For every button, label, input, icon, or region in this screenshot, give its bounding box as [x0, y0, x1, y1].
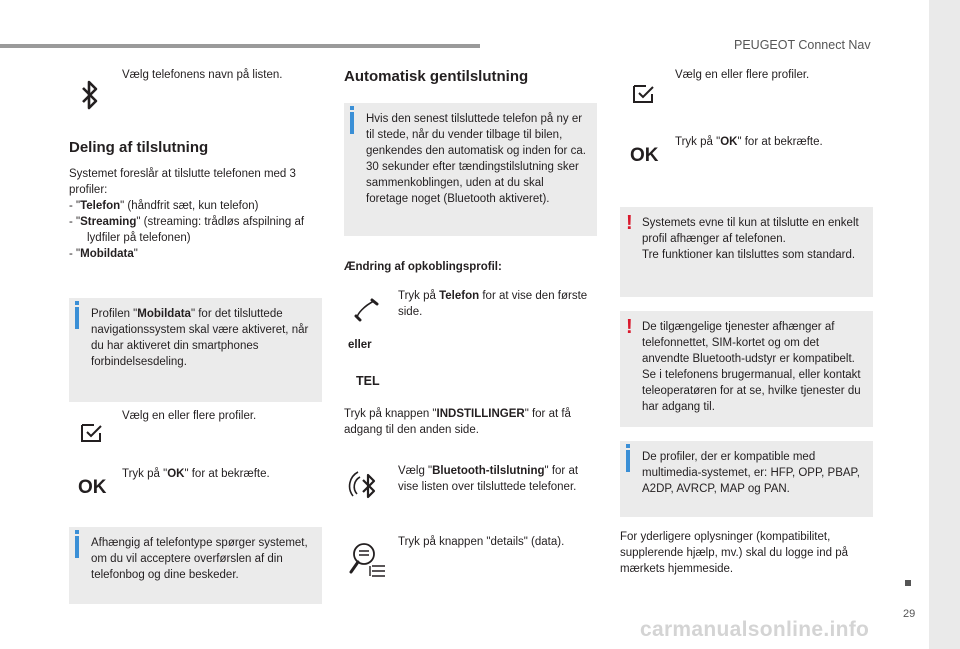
ok-button-icon: OK: [78, 477, 107, 498]
info-box-phonebook: [69, 527, 322, 604]
info-box-reconnect: [344, 103, 597, 236]
info-box-profiles: [620, 441, 873, 517]
list-item: - "Streaming" (streaming: trådløs afspilning af lydfiler på telefonen): [69, 216, 305, 244]
warning-icon: !: [626, 212, 633, 234]
continue-marker: [905, 580, 911, 586]
info-icon: [75, 536, 79, 558]
info-box-mobildata: [69, 298, 322, 402]
col2-step4: Tryk på knappen "details" (data).: [398, 536, 565, 548]
page-number: 29: [903, 608, 916, 620]
subheading-profil: Ændring af opkoblingsprofil:: [344, 261, 502, 273]
warning-box-single-profile: [620, 207, 873, 297]
page-edge-bar: [929, 0, 960, 649]
col1-step3: Tryk på "OK" for at bekræfte.: [122, 468, 270, 480]
eller-label: eller: [348, 339, 372, 351]
info-text: Afhængig af telefontype spørger systemet, om du vil acceptere overførslen af din telefonbog og dine beskeder.: [91, 537, 308, 581]
checkbox-icon: [632, 84, 656, 104]
info-text: Profilen "Mobildata" for det tilsluttede navigationssystem skal være aktiveret, når du har aktiveret din smartphones forbindelsesdeling.: [91, 308, 309, 368]
col1-step1: Vælg telefonens navn på listen.: [122, 69, 283, 81]
info-text: Hvis den senest tilsluttede telefon på ny er til stede, når du vender tilbage til bilen, genkendes den automatisk og inden for ca. 30 sekunder efter tændingstilslutning sker sammenkoblingen, uden at du skal foretage noget (Bluetooth aktiveret).: [366, 113, 586, 205]
watermark: carmanualsonline.info: [640, 618, 870, 641]
col2-step3: Vælg "Bluetooth-tilslutning" for at vise listen over tilsluttede telefoner.: [398, 465, 579, 493]
info-text: De profiler, der er kompatible med multimedia-systemet, er: HFP, OPP, PBAP, A2DP, AVRCP, MAP og PAN.: [642, 451, 860, 495]
tel-label: TEL: [356, 374, 380, 388]
col3-step1: Vælg en eller flere profiler.: [675, 69, 810, 81]
warning-text: De tilgængelige tjenester afhænger af telefonnettet, SIM-kortet og om det anvendte Bluetooth-udstyr er kompatibelt. Se i telefonens brugermanual, eller kontakt teleoperatøren for at se, hvilke tjenester du har adgang til.: [642, 321, 861, 413]
profile-list: [69, 198, 324, 262]
phone-handset-icon: [354, 298, 380, 322]
checkbox-icon: [80, 423, 104, 443]
list-item: - "Mobildata": [69, 248, 138, 260]
col3-step2: Tryk på "OK" for at bekræfte.: [675, 136, 823, 148]
bluetooth-icon: [81, 79, 99, 111]
col1-step2: Vælg en eller flere profiler.: [122, 410, 257, 422]
header-rule: [0, 44, 480, 48]
col2-step2: Tryk på knappen "INDSTILLINGER" for at få adgang til den anden side.: [344, 408, 571, 436]
info-icon: [350, 112, 354, 134]
warning-icon: !: [626, 316, 633, 338]
bluetooth-connect-icon: [348, 466, 384, 506]
info-icon: [75, 307, 79, 329]
col3-outro: For yderligere oplysninger (kompatibilitet, supplerende hjælp, mv.) skal du logge ind på mærkets hjemmeside.: [620, 531, 849, 575]
col2-step1: Tryk på Telefon for at vise den første side.: [398, 290, 588, 318]
list-item: - "Telefon" (håndfrit sæt, kun telefon): [69, 200, 259, 212]
heading-deling: Deling af tilslutning: [69, 139, 209, 156]
warning-box-services: [620, 311, 873, 427]
info-icon: [626, 450, 630, 472]
heading-automatisk: Automatisk gentilslutning: [344, 68, 529, 85]
ok-button-icon: OK: [630, 145, 659, 166]
details-search-icon: [348, 540, 388, 580]
header-brand: PEUGEOT Connect Nav: [734, 38, 871, 52]
col1-intro: Systemet foreslår at tilslutte telefonen med 3 profiler:: [69, 168, 296, 196]
warning-text: Systemets evne til kun at tilslutte en enkelt profil afhænger af telefonen. Tre funktioner kan tilsluttes som standard.: [642, 217, 859, 261]
